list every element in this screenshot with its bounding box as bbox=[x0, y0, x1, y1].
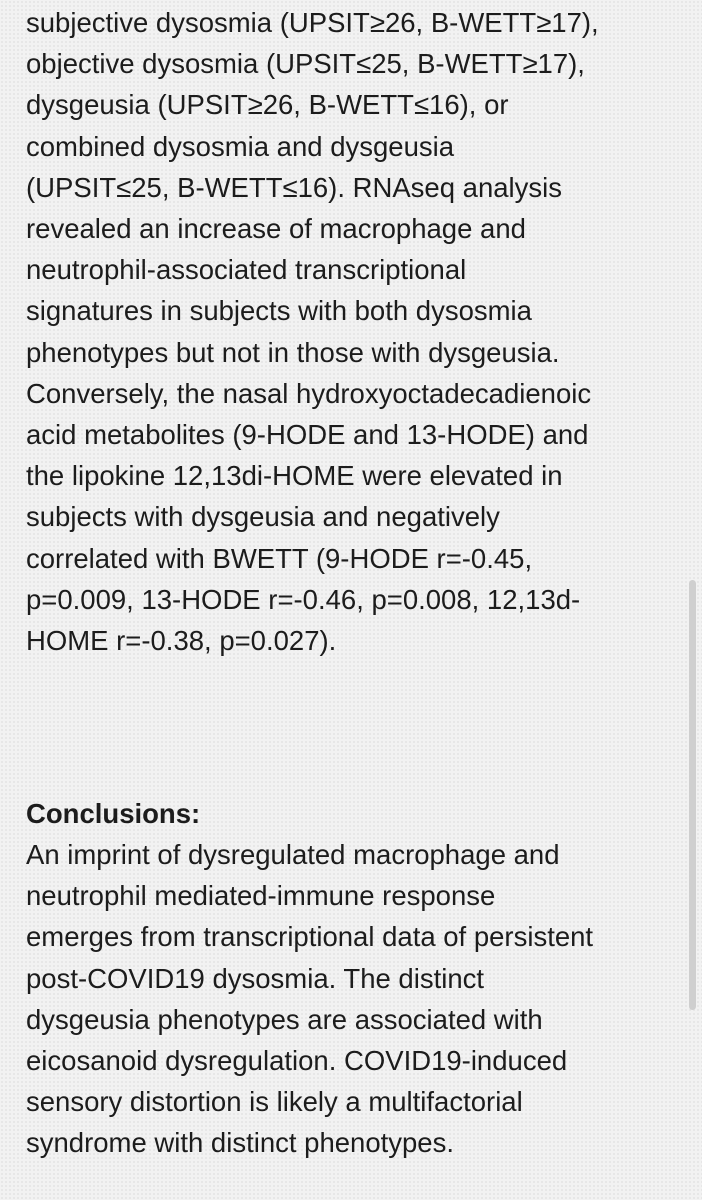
results-line: Conversely, the nasal hydroxyoctadecadienoic bbox=[26, 377, 592, 409]
results-paragraph bbox=[26, 2, 691, 661]
results-line: acid metabolites (9-HODE and 13-HODE) and bbox=[26, 419, 589, 451]
results-line: signatures in subjects with both dysosmia bbox=[26, 295, 532, 327]
results-line: revealed an increase of macrophage and bbox=[26, 213, 526, 245]
conclusions-line: An imprint of dysregulated macrophage and bbox=[26, 839, 560, 870]
conclusions-line: neutrophil mediated-immune response bbox=[26, 880, 496, 912]
vertical-scrollbar[interactable] bbox=[689, 580, 696, 1010]
results-line: objective dysosmia (UPSIT≤25, B-WETT≥17), bbox=[26, 48, 585, 80]
conclusions-line: post-COVID19 dysosmia. The distinct bbox=[26, 962, 485, 994]
conclusions-paragraph bbox=[26, 834, 691, 1164]
conclusions-line: eicosanoid dysregulation. COVID19-induced bbox=[26, 1045, 568, 1077]
conclusions-line: emerges from transcriptional data of persistent bbox=[26, 921, 594, 953]
results-line: subjective dysosmia (UPSIT≥26, B-WETT≥17), bbox=[26, 7, 599, 38]
results-line: the lipokine 12,13di-HOME were elevated in bbox=[26, 460, 563, 492]
results-line: combined dysosmia and dysgeusia bbox=[26, 130, 455, 162]
results-line: subjects with dysgeusia and negatively bbox=[26, 501, 500, 533]
results-line: neutrophil-associated transcriptional bbox=[26, 254, 467, 286]
results-line: dysgeusia (UPSIT≥26, B-WETT≤16), or bbox=[26, 89, 509, 121]
conclusions-line: sensory distortion is likely a multifactorial bbox=[26, 1086, 523, 1118]
conclusions-heading: Conclusions: bbox=[26, 798, 201, 829]
results-line: HOME r=-0.38, p=0.027). bbox=[26, 625, 337, 657]
conclusions-line: syndrome with distinct phenotypes. bbox=[26, 1127, 454, 1159]
results-line: (UPSIT≤25, B-WETT≤16). RNAseq analysis bbox=[26, 171, 563, 203]
conclusions-line: dysgeusia phenotypes are associated with bbox=[26, 1003, 543, 1035]
results-line: phenotypes but not in those with dysgeusia. bbox=[26, 336, 560, 368]
results-line: correlated with BWETT (9-HODE r=-0.45, bbox=[26, 542, 533, 574]
results-line: p=0.009, 13-HODE r=-0.46, p=0.008, 12,13d- bbox=[26, 583, 581, 615]
